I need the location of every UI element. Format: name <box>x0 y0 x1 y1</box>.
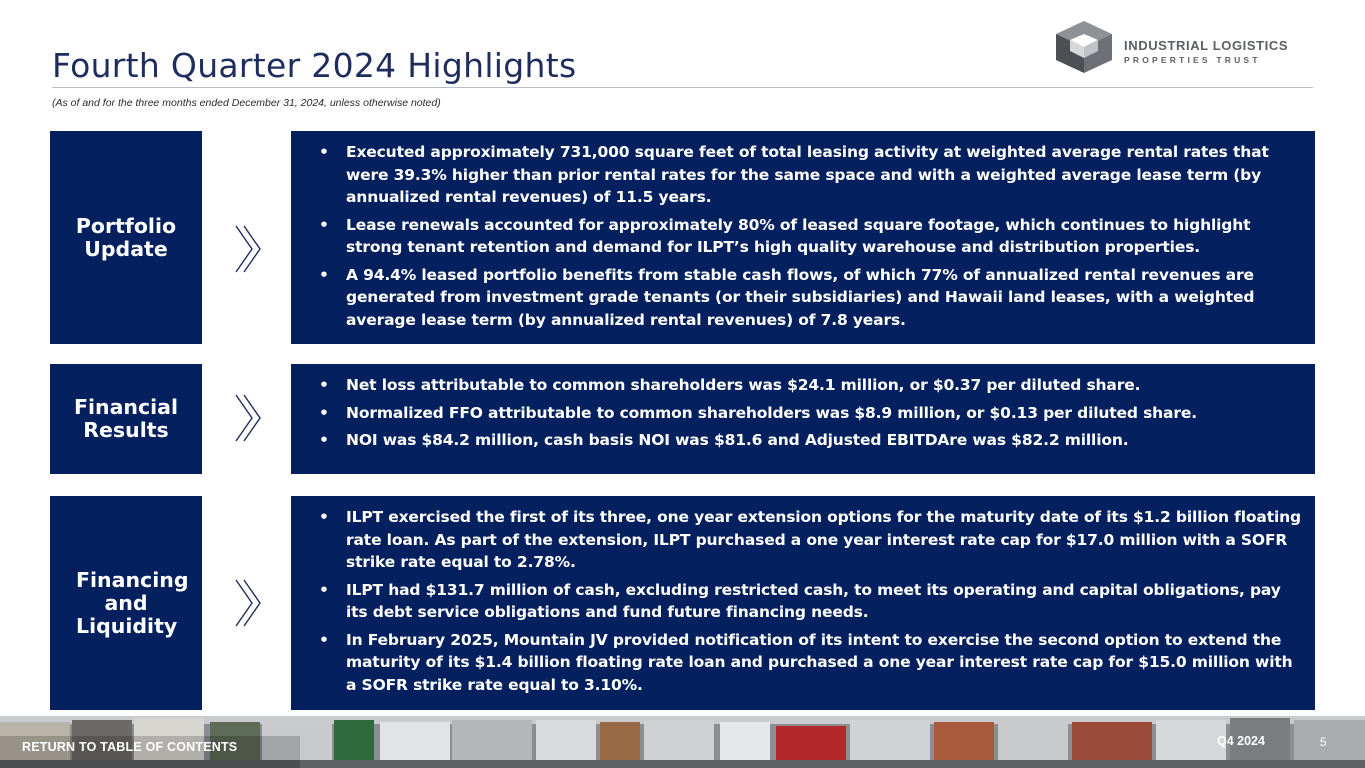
page-number: 5 <box>1320 735 1327 749</box>
company-logo <box>1054 20 1316 74</box>
return-to-contents-link[interactable]: RETURN TO TABLE OF CONTENTS <box>22 740 238 754</box>
list-item: • NOI was $84.2 million, cash basis NOI was $81.6 and Adjusted EBITDAre was $82.2 million. <box>319 429 1307 452</box>
list-item: • In February 2025, Mountain JV provided notification of its intent to exercise the second option to extend the maturity of its $1.4 billion floating rate loan and purchased a one year interest rate cap for $15.0 million with a SOFR strike rate equal to 3.10%. <box>319 629 1307 697</box>
list-item: • Lease renewals accounted for approximately 80% of leased square footage, which continues to highlight strong tenant retention and demand for ILPT’s high quality warehouse and distribution properties. <box>319 214 1307 259</box>
financial-results-list <box>319 374 1307 452</box>
footer-banner <box>0 716 1365 768</box>
portfolio-update-list <box>319 141 1307 331</box>
financing-liquidity-label: Financing and Liquidity <box>76 567 189 638</box>
financing-liquidity-list <box>319 506 1307 696</box>
page-subtitle: (As of and for the three months ended December 31, 2024, unless otherwise noted) <box>52 97 441 109</box>
cube-logo-icon <box>1054 20 1114 74</box>
list-item: • Normalized FFO attributable to common shareholders was $8.9 million, or $0.13 per diluted share. <box>319 402 1307 425</box>
logo-name: INDUSTRIAL LOGISTICS <box>1124 38 1289 53</box>
portfolio-update-content <box>291 131 1315 344</box>
financial-results-label: Financial Results <box>73 395 179 442</box>
chevron-right-icon <box>232 578 264 628</box>
portfolio-update-label-box <box>50 131 202 344</box>
list-item: • ILPT had $131.7 million of cash, excluding restricted cash, to meet its operating and capital obligations, pay its debt service obligations and fund future financing needs. <box>319 579 1307 624</box>
chevron-right-icon <box>232 224 264 274</box>
list-item: • ILPT exercised the first of its three, one year extension options for the maturity date of its $1.2 billion floating rate loan. As part of the extension, ILPT purchased a one year interest rate cap for $17.0 million with a SOFR strike rate equal to 2.78%. <box>319 506 1307 574</box>
financing-liquidity-content <box>291 496 1315 710</box>
title-divider <box>52 87 1313 88</box>
list-item: • Executed approximately 731,000 square feet of total leasing activity at weighted average rental rates that were 39.3% higher than prior rental rates for the same space and with a weighted average lease term (by annualized rental revenues) of 11.5 years. <box>319 141 1307 209</box>
list-item: • Net loss attributable to common shareholders was $24.1 million, or $0.37 per diluted share. <box>319 374 1307 397</box>
financial-results-label-box <box>50 364 202 474</box>
portfolio-update-label: Portfolio Update <box>75 213 177 261</box>
chevron-right-icon <box>232 393 264 443</box>
financing-liquidity-label-box <box>50 496 202 710</box>
page-title: Fourth Quarter 2024 Highlights <box>52 46 577 85</box>
financial-results-content <box>291 364 1315 474</box>
logo-subtitle: PROPERTIES TRUST <box>1124 55 1261 65</box>
footer-quarter: Q4 2024 <box>1217 734 1265 748</box>
list-item: • A 94.4% leased portfolio benefits from stable cash flows, of which 77% of annualized rental revenues are generated from investment grade tenants (or their subsidiaries) and Hawaii land leases, with a weighted average lease term (by annualized rental revenues) of 7.8 years. <box>319 264 1307 332</box>
